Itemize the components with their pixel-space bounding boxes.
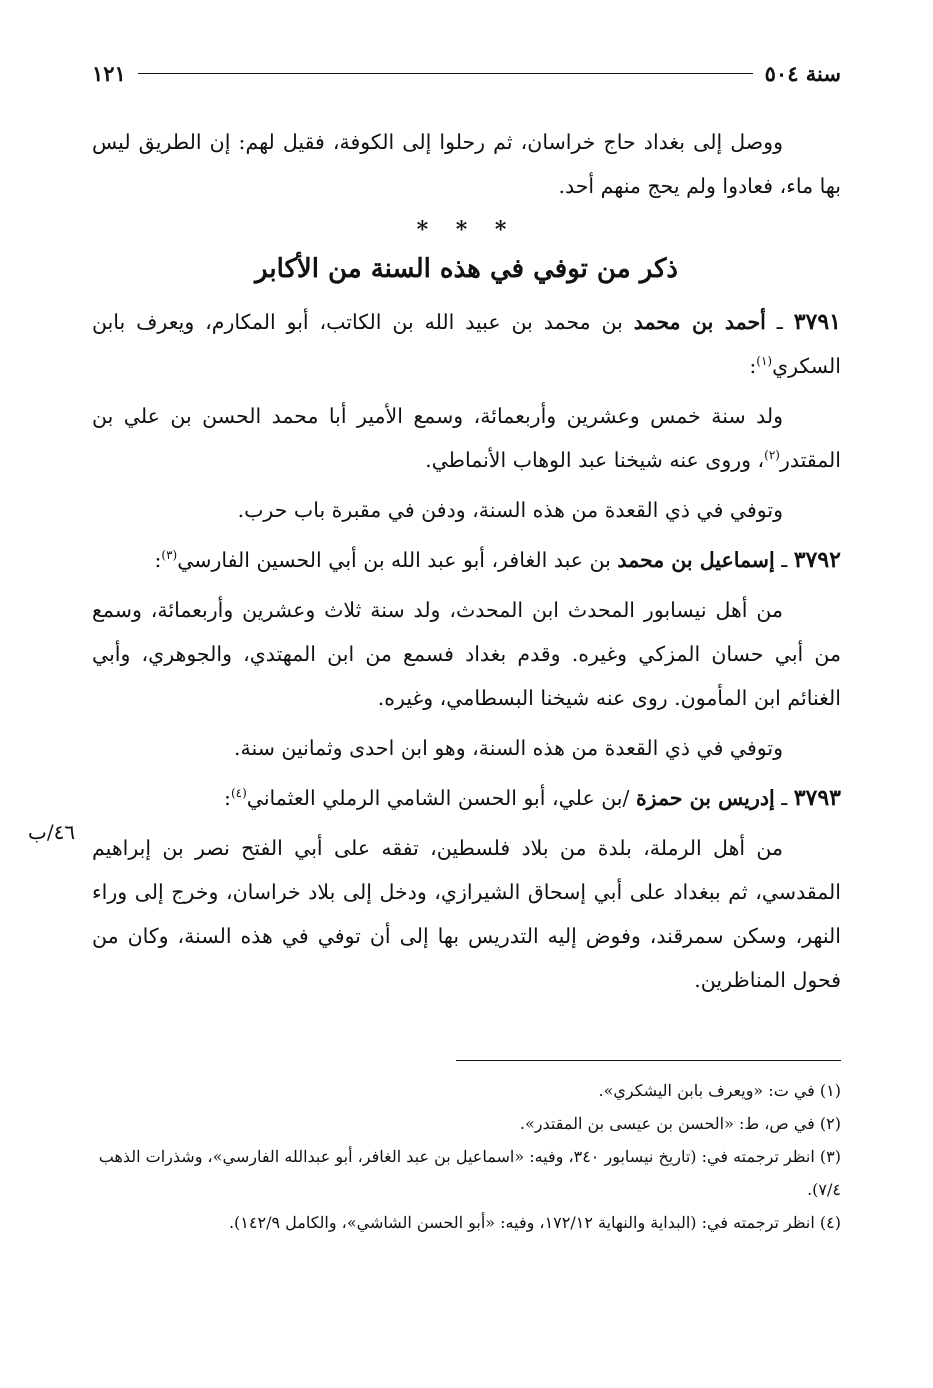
entry-number: ٣٧٩٣ (793, 785, 841, 811)
section-heading: ذكر من توفي في هذه السنة من الأكابر (254, 254, 678, 284)
footnote-ref: (٤) (230, 786, 247, 801)
footnote: (٣) انظر ترجمته في: (تاريخ نيسابور ٣٤٠، وفيه: «اسماعيل بن عبد الغافر، أبو عبدالله الفارسي»، وشذرات الذهب ٧/٤). (98, 1147, 841, 1199)
entry-number: ٣٧٩٢ (793, 547, 841, 573)
footnote: (١) في ت: «ويعرف بابن اليشكري». (598, 1081, 841, 1100)
entry-name: أحمد بن محمد (633, 310, 766, 334)
footnote: (٢) في ص، ط: «الحسن بن عيسى بن المقتدر». (519, 1114, 841, 1133)
entry-paragraph: وتوفي في ذي القعدة من هذه السنة، ودفن في مقبرة باب حرب. (237, 498, 783, 522)
entry-heading: ٣٧٩٣ ـ إدريس بن حمزة /بن علي، أبو الحسن الشامي الرملي العثماني$^{(٤)}$: (224, 785, 841, 811)
main-text (92, 120, 841, 1002)
entry-lineage: بن محمد بن عبيد الله بن الكاتب، أبو المكارم، ويعرف بابن السكري (92, 310, 841, 378)
footnote-ref: (٢) (764, 448, 780, 463)
footnotes (92, 1074, 841, 1239)
entry-number: ٣٧٩١ (793, 309, 841, 335)
entry-paragraph: من أهل الرملة، بلدة من بلاد فلسطين، تفقه على أبي الفتح نصر بن إبراهيم المقدسي، ثم ببغداد على أبي إسحاق الشيرازي، ودخل إلى بلاد خراسان، وخرج إلى وراء النهر، وسكن سمرقند، وفوض إليه التدريس بها إلى أن توفي في هذه السنة، وكان من فحول المناظرين. (92, 836, 842, 992)
entry-paragraph: ولد سنة خمس وعشرين وأربعمائة، وسمع الأمير أبا محمد الحسن بن علي بن المقتدر$^{(٢)}$، وروى عنه شيخنا عبد الوهاب الأنماطي. (92, 404, 841, 472)
entry-dash: ـ (774, 786, 788, 810)
manuscript-folio-note: ٤٦/ب (28, 820, 76, 844)
entry-heading: ٣٧٩٢ ـ إسماعيل بن محمد بن عبد الغافر، أبو عبد الله بن أبي الحسين الفارسي$^{(٣)}$: (154, 547, 841, 573)
entry-paragraph: من أهل نيسابور المحدث ابن المحدث، ولد سنة ثلاث وعشرين وأربعمائة، وسمع من أبي حسان المزكي وغيره. وقدم بغداد فسمع من ابن المهتدي، والجوهري، وأبي الغنائم ابن المأمون. روى عنه شيخنا البسطامي، وغيره. (92, 598, 841, 710)
footnote-separator (456, 1060, 841, 1061)
entry-dash: ـ (774, 548, 788, 572)
header-year: سنة ٥٠٤ (764, 60, 841, 86)
footnote-ref: (١) (756, 354, 773, 369)
entry-name: إسماعيل بن محمد (617, 548, 775, 572)
entry-lineage: بن عبد الغافر، أبو عبد الله بن أبي الحسين الفارسي (177, 548, 618, 572)
entry-name: إدريس بن حمزة (635, 786, 775, 810)
header-rule (138, 73, 753, 74)
footnote-ref: (٣) (161, 548, 178, 563)
entry-heading: ٣٧٩١ ـ أحمد بن محمد بن محمد بن عبيد الله بن الكاتب، أبو المكارم، ويعرف بابن السكري$^{(١)}$: (92, 309, 841, 378)
entry-lineage: /بن علي، أبو الحسن الشامي الرملي العثماني (246, 786, 636, 810)
entry-dash: ـ (765, 310, 783, 334)
intro-paragraph: ووصل إلى بغداد حاج خراسان، ثم رحلوا إلى الكوفة، فقيل لهم: إن الطريق ليس بها ماء، فعادوا ولم يحج منهم أحد. (92, 130, 841, 198)
footnote: (٤) انظر ترجمته في: (البداية والنهاية ١٧٢/١٢، وفيه: «أبو الحسن الشاشي»، والكامل ١٤٢/٩). (228, 1213, 841, 1232)
page-number: ١٢١ (92, 60, 126, 86)
entry-paragraph: وتوفي في ذي القعدة من هذه السنة، وهو ابن احدى وثمانين سنة. (234, 736, 783, 760)
running-header (92, 56, 841, 90)
section-divider-stars: * * * (416, 217, 517, 243)
